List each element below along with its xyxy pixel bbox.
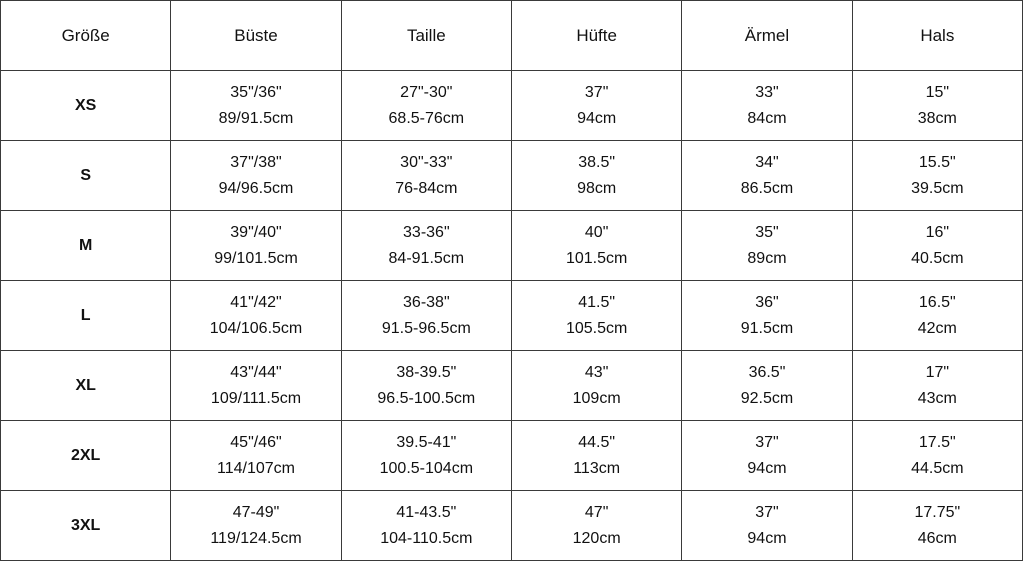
cm-value: 68.5-76cm [388,109,465,127]
inch-value: 36" [755,293,779,311]
hip-cell [511,281,681,351]
inch-value: 41"/42" [230,293,282,311]
sleeve-cell [682,141,852,211]
neck-cell [852,211,1022,281]
cm-value: 89/91.5cm [218,109,294,127]
cm-value: 84cm [747,109,787,127]
waist-cell [341,491,511,561]
table-row [1,71,1023,141]
cm-value: 38cm [917,109,957,127]
sleeve-cell [682,71,852,141]
header-sleeve: Ärmel [682,1,852,71]
size-label: S [1,141,171,211]
inch-value: 44.5" [578,433,616,451]
size-label: XL [1,351,171,421]
sleeve-cell [682,351,852,421]
inch-value: 34" [755,153,779,171]
cm-value: 109cm [572,389,621,407]
cm-value: 86.5cm [740,179,794,197]
waist-cell [341,281,511,351]
inch-value: 30"-33" [400,153,453,171]
size-label: L [1,281,171,351]
header-bust: Büste [171,1,341,71]
neck-cell [852,141,1022,211]
inch-value: 38.5" [578,153,616,171]
inch-value: 15.5" [918,153,956,171]
waist-cell [341,351,511,421]
table-header [1,1,1023,71]
cm-value: 98cm [577,179,617,197]
table-row [1,211,1023,281]
table-row [1,141,1023,211]
hip-cell [511,491,681,561]
inch-value: 17" [925,363,950,381]
inch-value: 17.5" [918,433,956,451]
neck-cell [852,351,1022,421]
header-waist: Taille [341,1,511,71]
inch-value: 33-36" [403,223,450,241]
bust-cell [171,281,341,351]
size-label: 2XL [1,421,171,491]
inch-value: 16.5" [918,293,956,311]
cm-value: 104/106.5cm [209,319,303,337]
inch-value: 37"/38" [230,153,282,171]
table-row [1,421,1023,491]
header-hip: Hüfte [511,1,681,71]
cm-value: 119/124.5cm [210,529,302,547]
waist-cell [341,211,511,281]
cm-value: 99/101.5cm [214,249,298,267]
inch-value: 27"-30" [400,83,453,101]
bust-cell [171,491,341,561]
cm-value: 40.5cm [911,249,964,267]
inch-value: 37" [755,433,779,451]
table-row [1,491,1023,561]
inch-value: 38-39.5" [396,363,457,381]
inch-value: 47" [584,503,609,521]
neck-cell [852,491,1022,561]
inch-value: 17.75" [914,503,961,521]
inch-value: 41-43.5" [396,503,457,521]
cm-value: 89cm [747,249,787,267]
hip-cell [511,71,681,141]
waist-cell [341,421,511,491]
inch-value: 37" [755,503,779,521]
cm-value: 105.5cm [565,319,628,337]
sleeve-cell [682,421,852,491]
bust-cell [171,351,341,421]
cm-value: 114/107cm [217,459,295,477]
inch-value: 16" [925,223,950,241]
cm-value: 91.5-96.5cm [381,319,471,337]
cm-value: 84-91.5cm [388,249,465,267]
sleeve-cell [682,281,852,351]
bust-cell [171,141,341,211]
cm-value: 100.5-104cm [379,459,474,477]
cm-value: 76-84cm [395,179,458,197]
waist-cell [341,71,511,141]
neck-cell [852,71,1022,141]
header-neck: Hals [852,1,1022,71]
inch-value: 39.5-41" [396,433,457,451]
cm-value: 43cm [917,389,957,407]
size-label: XS [1,71,171,141]
cm-value: 42cm [917,319,957,337]
cm-value: 94cm [747,459,787,477]
hip-cell [511,351,681,421]
cm-value: 39.5cm [911,179,964,197]
table-row [1,351,1023,421]
cm-value: 44.5cm [911,459,964,477]
hip-cell [511,141,681,211]
cm-value: 94cm [747,529,787,547]
header-size: Größe [1,1,171,71]
cm-value: 120cm [572,529,621,547]
inch-value: 43" [584,363,609,381]
inch-value: 35"/36" [230,83,282,101]
size-label: M [1,211,171,281]
table-row [1,281,1023,351]
inch-value: 36-38" [403,293,450,311]
cm-value: 101.5cm [565,249,628,267]
inch-value: 15" [925,83,950,101]
cm-value: 94/96.5cm [218,179,294,197]
cm-value: 109/111.5cm [210,389,302,407]
bust-cell [171,71,341,141]
hip-cell [511,421,681,491]
inch-value: 40" [584,223,609,241]
cm-value: 46cm [917,529,957,547]
hip-cell [511,211,681,281]
cm-value: 113cm [573,459,621,477]
inch-value: 37" [584,83,609,101]
sleeve-cell [682,211,852,281]
bust-cell [171,421,341,491]
cm-value: 91.5cm [740,319,794,337]
neck-cell [852,281,1022,351]
neck-cell [852,421,1022,491]
bust-cell [171,211,341,281]
cm-value: 96.5-100.5cm [377,389,476,407]
inch-value: 47-49" [232,503,280,521]
sleeve-cell [682,491,852,561]
inch-value: 39"/40" [230,223,282,241]
cm-value: 92.5cm [740,389,794,407]
cm-value: 94cm [577,109,617,127]
header-row [1,1,1023,71]
inch-value: 43"/44" [230,363,282,381]
table-body [1,71,1023,561]
inch-value: 35" [755,223,779,241]
inch-value: 36.5" [748,363,786,381]
waist-cell [341,141,511,211]
inch-value: 33" [755,83,779,101]
inch-value: 41.5" [578,293,616,311]
cm-value: 104-110.5cm [380,529,473,547]
inch-value: 45"/46" [230,433,282,451]
size-label: 3XL [1,491,171,561]
